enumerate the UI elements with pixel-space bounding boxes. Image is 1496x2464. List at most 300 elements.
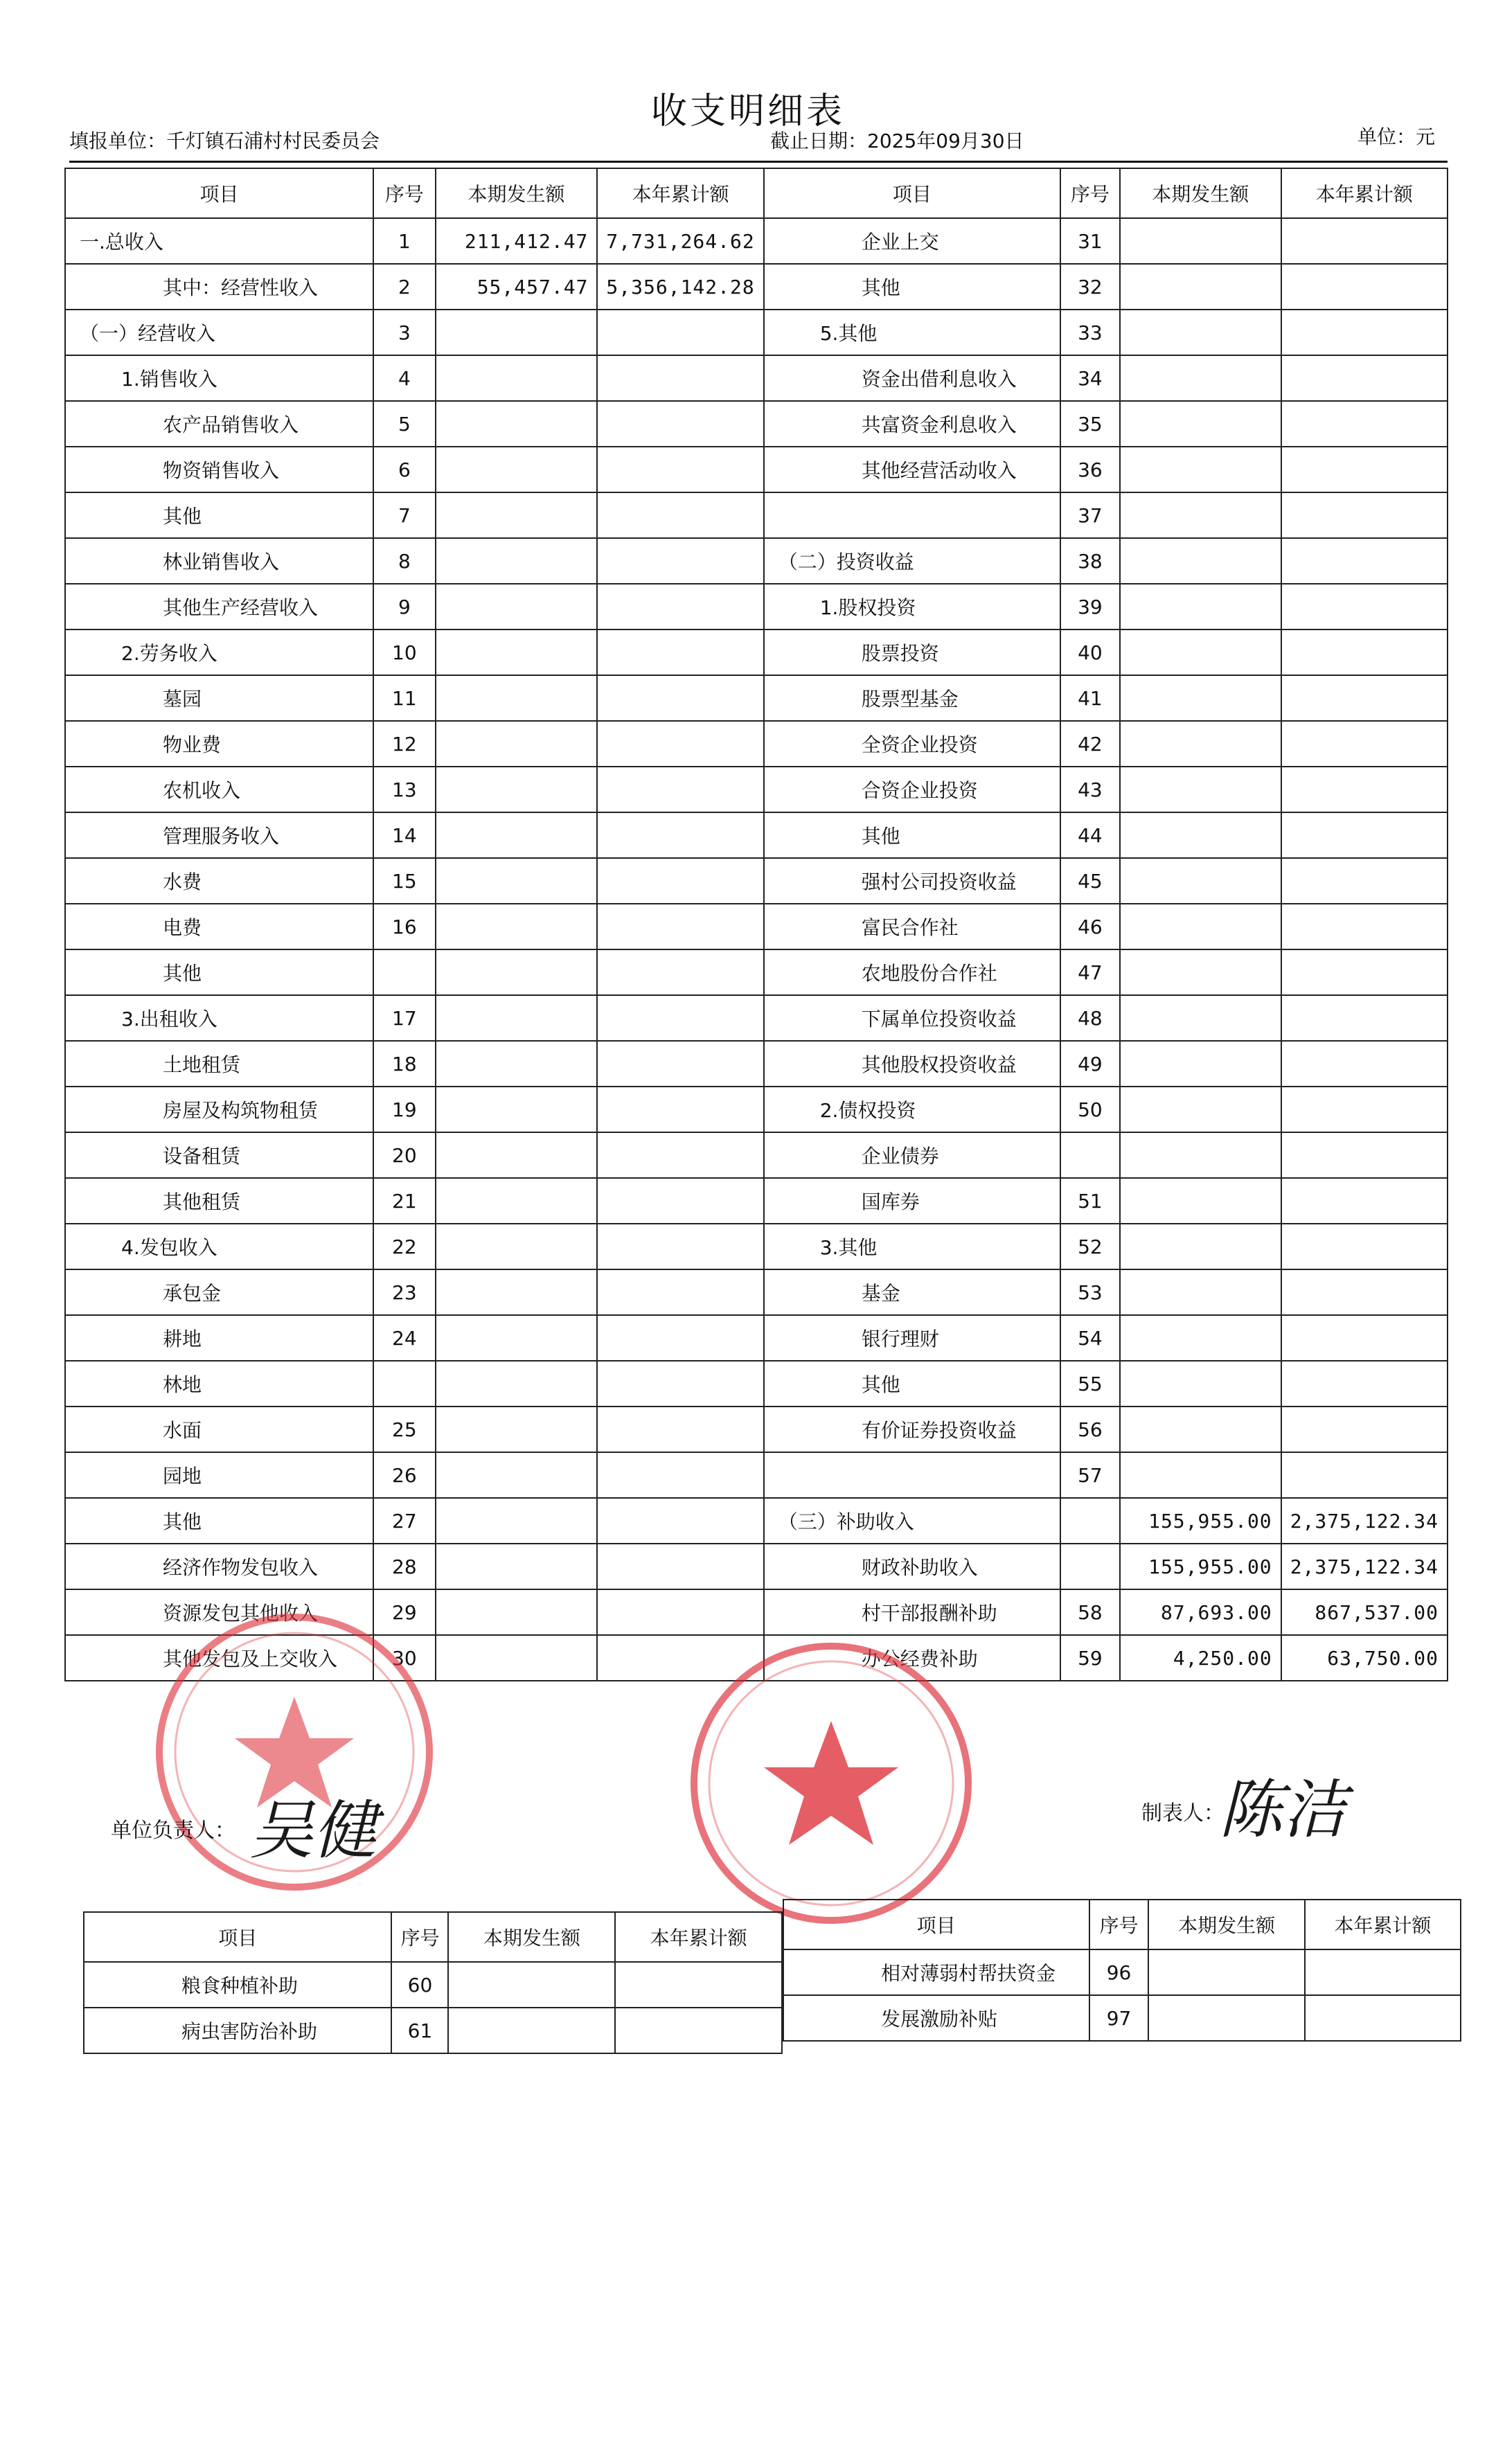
table-row	[65, 1361, 1448, 1407]
year-to-date-amount	[597, 1589, 763, 1635]
row-number: 97	[1089, 1995, 1149, 2041]
row-number: 39	[1060, 584, 1120, 630]
year-to-date-amount	[1281, 1407, 1448, 1452]
item-name: 其他	[764, 1361, 1060, 1407]
current-period-amount	[1120, 1452, 1281, 1498]
year-to-date-amount	[597, 1178, 763, 1224]
current-period-amount	[436, 1361, 598, 1407]
row-number: 29	[373, 1589, 435, 1635]
row-number: 8	[373, 538, 435, 584]
row-number	[1060, 1132, 1120, 1178]
current-period-amount	[436, 1635, 598, 1681]
current-period-amount	[436, 1224, 598, 1269]
year-to-date-amount	[1281, 721, 1448, 767]
table-row	[783, 1949, 1461, 1995]
current-period-amount	[1120, 675, 1281, 721]
current-period-amount	[436, 492, 598, 538]
row-number: 40	[1060, 630, 1120, 675]
year-to-date-amount: 867,537.00	[1281, 1589, 1448, 1635]
row-number: 33	[1060, 310, 1120, 355]
row-number: 22	[373, 1224, 435, 1269]
current-period-amount	[1120, 949, 1281, 995]
current-period-amount	[1120, 401, 1281, 447]
item-name: （一）经营收入	[65, 310, 373, 355]
current-period-amount	[436, 538, 598, 584]
year-to-date-amount	[597, 630, 763, 675]
item-name: 2.债权投资	[764, 1087, 1060, 1132]
row-number: 53	[1060, 1269, 1120, 1315]
item-name: 物业费	[65, 721, 373, 767]
row-number: 60	[391, 1962, 448, 2008]
current-period-amount	[1120, 584, 1281, 630]
year-to-date-amount: 2,375,122.34	[1281, 1544, 1448, 1589]
header-divider	[69, 161, 1448, 163]
item-name: 电费	[65, 904, 373, 949]
item-name: 农产品销售收入	[65, 401, 373, 447]
current-period-amount	[436, 355, 598, 401]
item-name: 其他	[764, 264, 1060, 310]
year-to-date-amount	[597, 1361, 763, 1407]
current-period-amount	[436, 447, 598, 492]
row-number: 28	[373, 1544, 435, 1589]
row-number: 52	[1060, 1224, 1120, 1269]
current-period-amount	[1120, 767, 1281, 812]
year-to-date-amount	[1281, 1361, 1448, 1407]
unit-head-label: 单位负责人：	[111, 1819, 235, 1843]
table-row	[65, 538, 1448, 584]
column-header: 项目	[65, 168, 373, 218]
year-to-date-amount	[597, 1544, 763, 1589]
item-name: 全资企业投资	[764, 721, 1060, 767]
row-number: 57	[1060, 1452, 1120, 1498]
current-period-amount	[436, 858, 598, 904]
column-header: 项目	[783, 1900, 1089, 1949]
year-to-date-amount	[597, 995, 763, 1041]
current-period-amount	[436, 767, 598, 812]
row-number: 42	[1060, 721, 1120, 767]
column-header: 本年累计额	[615, 1912, 782, 1962]
row-number	[373, 949, 435, 995]
current-period-amount	[1120, 355, 1281, 401]
row-number: 54	[1060, 1315, 1120, 1361]
row-number: 24	[373, 1315, 435, 1361]
current-period-amount	[1120, 1361, 1281, 1407]
current-period-amount	[436, 1544, 598, 1589]
item-name: 林业销售收入	[65, 538, 373, 584]
row-number: 61	[391, 2008, 448, 2053]
item-name: 一.总收入	[65, 218, 373, 264]
item-name: 园地	[65, 1452, 373, 1498]
current-period-amount	[1120, 721, 1281, 767]
item-name: 农机收入	[65, 767, 373, 812]
current-period-amount	[436, 1087, 598, 1132]
column-header: 本年累计额	[1305, 1900, 1461, 1949]
year-to-date-amount	[597, 721, 763, 767]
column-header: 本年累计额	[1281, 168, 1448, 218]
year-to-date-amount	[1281, 218, 1448, 264]
item-name: 4.发包收入	[65, 1224, 373, 1269]
year-to-date-amount	[597, 1224, 763, 1269]
item-name: 水费	[65, 858, 373, 904]
year-to-date-amount: 7,731,264.62	[597, 218, 763, 264]
row-number: 9	[373, 584, 435, 630]
row-number: 59	[1060, 1635, 1120, 1681]
row-number: 38	[1060, 538, 1120, 584]
row-number: 15	[373, 858, 435, 904]
current-period-amount	[1120, 1224, 1281, 1269]
item-name: 其他	[65, 1498, 373, 1544]
table-row	[65, 812, 1448, 858]
table-row	[65, 949, 1448, 995]
year-to-date-amount	[1281, 310, 1448, 355]
row-number: 51	[1060, 1178, 1120, 1224]
item-name: （二）投资收益	[764, 538, 1060, 584]
item-name: 5.其他	[764, 310, 1060, 355]
current-period-amount	[1120, 1178, 1281, 1224]
year-to-date-amount	[597, 904, 763, 949]
row-number: 47	[1060, 949, 1120, 995]
item-name: 1.股权投资	[764, 584, 1060, 630]
current-period-amount: 87,693.00	[1120, 1589, 1281, 1635]
year-to-date-amount	[1281, 1452, 1448, 1498]
current-period-amount	[448, 1962, 615, 2008]
row-number: 19	[373, 1087, 435, 1132]
table-row	[65, 630, 1448, 675]
row-number: 4	[373, 355, 435, 401]
row-number: 1	[373, 218, 435, 264]
current-period-amount	[1120, 538, 1281, 584]
year-to-date-amount	[1281, 1224, 1448, 1269]
current-period-amount	[436, 949, 598, 995]
current-period-amount	[1120, 1132, 1281, 1178]
current-period-amount	[436, 630, 598, 675]
table-row	[65, 1224, 1448, 1269]
row-number: 27	[373, 1498, 435, 1544]
item-name: 股票投资	[764, 630, 1060, 675]
current-period-amount	[1120, 1041, 1281, 1087]
year-to-date-amount	[597, 949, 763, 995]
current-period-amount	[436, 1041, 598, 1087]
item-name: 财政补助收入	[764, 1544, 1060, 1589]
row-number	[373, 1361, 435, 1407]
current-period-amount	[436, 1269, 598, 1315]
row-number: 11	[373, 675, 435, 721]
current-period-amount	[1120, 492, 1281, 538]
year-to-date-amount	[615, 1962, 782, 2008]
year-to-date-amount: 63,750.00	[1281, 1635, 1448, 1681]
item-name: 发展激励补贴	[783, 1995, 1089, 2041]
row-number: 16	[373, 904, 435, 949]
year-to-date-amount	[1281, 1315, 1448, 1361]
item-name: 有价证券投资收益	[764, 1407, 1060, 1452]
current-period-amount	[1120, 1269, 1281, 1315]
current-period-amount: 55,457.47	[436, 264, 598, 310]
item-name: 管理服务收入	[65, 812, 373, 858]
table-row	[783, 1995, 1461, 2041]
year-to-date-amount	[597, 1407, 763, 1452]
item-name: 墓园	[65, 675, 373, 721]
current-period-amount	[1120, 995, 1281, 1041]
row-number: 7	[373, 492, 435, 538]
row-number: 55	[1060, 1361, 1120, 1407]
table-header-row	[84, 1912, 782, 1962]
item-name	[764, 492, 1060, 538]
year-to-date-amount	[1281, 630, 1448, 675]
row-number: 6	[373, 447, 435, 492]
year-to-date-amount	[1281, 1041, 1448, 1087]
current-period-amount	[1120, 218, 1281, 264]
row-number: 96	[1089, 1949, 1149, 1995]
table-row	[65, 1407, 1448, 1452]
row-number: 21	[373, 1178, 435, 1224]
column-header: 本年累计额	[597, 168, 763, 218]
year-to-date-amount	[1281, 584, 1448, 630]
row-number: 31	[1060, 218, 1120, 264]
item-name: 其他	[764, 812, 1060, 858]
table-row	[65, 264, 1448, 310]
year-to-date-amount	[597, 1087, 763, 1132]
row-number: 14	[373, 812, 435, 858]
year-to-date-amount	[1281, 1087, 1448, 1132]
row-number: 30	[373, 1635, 435, 1681]
table-row	[65, 1315, 1448, 1361]
year-to-date-amount	[597, 1269, 763, 1315]
year-to-date-amount	[1281, 1269, 1448, 1315]
row-number: 12	[373, 721, 435, 767]
year-to-date-amount	[1281, 492, 1448, 538]
page-title: 收支明细表	[650, 91, 845, 132]
table-row	[65, 767, 1448, 812]
current-period-amount: 155,955.00	[1120, 1498, 1281, 1544]
table-row	[65, 401, 1448, 447]
current-period-amount	[436, 401, 598, 447]
row-number	[1060, 1498, 1120, 1544]
year-to-date-amount	[1281, 264, 1448, 310]
item-name: 其他	[65, 949, 373, 995]
table-row	[65, 1041, 1448, 1087]
year-to-date-amount	[1281, 904, 1448, 949]
row-number: 45	[1060, 858, 1120, 904]
table-row	[65, 584, 1448, 630]
year-to-date-amount	[597, 355, 763, 401]
current-period-amount	[1120, 904, 1281, 949]
item-name: 承包金	[65, 1269, 373, 1315]
row-number: 41	[1060, 675, 1120, 721]
table-row	[65, 675, 1448, 721]
current-period-amount	[448, 2008, 615, 2053]
row-number: 10	[373, 630, 435, 675]
current-period-amount: 211,412.47	[436, 218, 598, 264]
table-header-row	[65, 168, 1448, 218]
current-period-amount	[1120, 1087, 1281, 1132]
row-number: 25	[373, 1407, 435, 1452]
year-to-date-amount	[597, 1041, 763, 1087]
year-to-date-amount	[615, 2008, 782, 2053]
year-to-date-amount	[1281, 858, 1448, 904]
column-header: 项目	[84, 1912, 391, 1962]
current-period-amount	[436, 812, 598, 858]
item-name: 物资销售收入	[65, 447, 373, 492]
item-name: 经济作物发包收入	[65, 1544, 373, 1589]
year-to-date-amount	[1281, 767, 1448, 812]
reporting-unit: 填报单位：千灯镇石浦村村民委员会	[69, 130, 380, 152]
row-number: 17	[373, 995, 435, 1041]
year-to-date-amount	[1305, 1995, 1461, 2041]
item-name: 办公经费补助	[764, 1635, 1060, 1681]
column-header: 本期发生额	[1148, 1900, 1304, 1949]
current-period-amount	[436, 1407, 598, 1452]
subsidy-table-right	[783, 1899, 1461, 2042]
item-name: 其他股权投资收益	[764, 1041, 1060, 1087]
item-name: 强村公司投资收益	[764, 858, 1060, 904]
table-row	[65, 1269, 1448, 1315]
item-name	[764, 1452, 1060, 1498]
item-name: 下属单位投资收益	[764, 995, 1060, 1041]
table-row	[65, 995, 1448, 1041]
row-number: 36	[1060, 447, 1120, 492]
year-to-date-amount	[597, 492, 763, 538]
item-name: 3.其他	[764, 1224, 1060, 1269]
row-number: 49	[1060, 1041, 1120, 1087]
item-name: 病虫害防治补助	[84, 2008, 391, 2053]
item-name: 粮食种植补助	[84, 1962, 391, 2008]
table-row	[65, 1544, 1448, 1589]
year-to-date-amount: 2,375,122.34	[1281, 1498, 1448, 1544]
current-period-amount	[436, 1589, 598, 1635]
current-period-amount	[1120, 1407, 1281, 1452]
year-to-date-amount	[597, 401, 763, 447]
year-to-date-amount	[597, 1132, 763, 1178]
subsidy-table-left	[83, 1911, 783, 2054]
row-number: 46	[1060, 904, 1120, 949]
table-row	[84, 1962, 782, 2008]
table-row	[65, 721, 1448, 767]
item-name: 农地股份合作社	[764, 949, 1060, 995]
income-detail-table	[64, 168, 1448, 1681]
item-name: 企业债券	[764, 1132, 1060, 1178]
table-row	[65, 1452, 1448, 1498]
row-number: 44	[1060, 812, 1120, 858]
item-name: 房屋及构筑物租赁	[65, 1087, 373, 1132]
current-period-amount	[436, 675, 598, 721]
table-row	[65, 447, 1448, 492]
current-period-amount	[436, 1132, 598, 1178]
column-header: 项目	[764, 168, 1060, 218]
current-period-amount	[436, 721, 598, 767]
current-period-amount	[436, 584, 598, 630]
table-row	[65, 858, 1448, 904]
column-header: 序号	[391, 1912, 448, 1962]
table-row	[65, 492, 1448, 538]
row-number: 20	[373, 1132, 435, 1178]
item-name: 共富资金利息收入	[764, 401, 1060, 447]
column-header: 序号	[1089, 1900, 1149, 1949]
current-period-amount	[1120, 812, 1281, 858]
year-to-date-amount	[597, 1452, 763, 1498]
row-number: 37	[1060, 492, 1120, 538]
year-to-date-amount	[597, 584, 763, 630]
column-header: 序号	[373, 168, 435, 218]
item-name: 土地租赁	[65, 1041, 373, 1087]
row-number: 3	[373, 310, 435, 355]
row-number: 2	[373, 264, 435, 310]
preparer-signature: 陈洁	[1219, 1773, 1347, 1847]
currency-unit: 单位：元	[1357, 125, 1436, 148]
item-name: 其他经营活动收入	[764, 447, 1060, 492]
item-name: 水面	[65, 1407, 373, 1452]
current-period-amount	[436, 1452, 598, 1498]
table-row	[65, 904, 1448, 949]
item-name: 合资企业投资	[764, 767, 1060, 812]
current-period-amount	[1120, 447, 1281, 492]
table-row	[84, 2008, 782, 2053]
item-name: 资源发包其他收入	[65, 1589, 373, 1635]
finance-supervision-seal-stamp	[682, 1634, 980, 1932]
current-period-amount	[1120, 264, 1281, 310]
row-number: 26	[373, 1452, 435, 1498]
current-period-amount: 155,955.00	[1120, 1544, 1281, 1589]
table-row	[65, 355, 1448, 401]
year-to-date-amount	[1281, 401, 1448, 447]
year-to-date-amount	[1281, 812, 1448, 858]
year-to-date-amount	[1305, 1949, 1461, 1995]
row-number: 23	[373, 1269, 435, 1315]
current-period-amount	[1120, 310, 1281, 355]
row-number: 5	[373, 401, 435, 447]
item-name: 富民合作社	[764, 904, 1060, 949]
year-to-date-amount	[597, 675, 763, 721]
item-name: 其他生产经营收入	[65, 584, 373, 630]
column-header: 本期发生额	[436, 168, 598, 218]
row-number: 18	[373, 1041, 435, 1087]
year-to-date-amount	[597, 1498, 763, 1544]
item-name: （三）补助收入	[764, 1498, 1060, 1544]
item-name: 国库券	[764, 1178, 1060, 1224]
current-period-amount	[436, 995, 598, 1041]
item-name: 2.劳务收入	[65, 630, 373, 675]
item-name: 其他	[65, 492, 373, 538]
row-number: 56	[1060, 1407, 1120, 1452]
item-name: 企业上交	[764, 218, 1060, 264]
row-number: 13	[373, 767, 435, 812]
year-to-date-amount	[597, 858, 763, 904]
year-to-date-amount	[1281, 538, 1448, 584]
current-period-amount	[1148, 1995, 1304, 2041]
year-to-date-amount	[1281, 447, 1448, 492]
column-header: 本期发生额	[448, 1912, 615, 1962]
year-to-date-amount	[1281, 949, 1448, 995]
current-period-amount	[1120, 1315, 1281, 1361]
item-name: 其中：经营性收入	[65, 264, 373, 310]
current-period-amount	[1120, 858, 1281, 904]
item-name: 相对薄弱村帮扶资金	[783, 1949, 1089, 1995]
row-number: 32	[1060, 264, 1120, 310]
item-name: 资金出借利息收入	[764, 355, 1060, 401]
year-to-date-amount	[1281, 995, 1448, 1041]
item-name: 村干部报酬补助	[764, 1589, 1060, 1635]
item-name: 设备租赁	[65, 1132, 373, 1178]
column-header: 本期发生额	[1120, 168, 1281, 218]
table-header-row	[783, 1900, 1461, 1949]
current-period-amount	[436, 1498, 598, 1544]
item-name: 股票型基金	[764, 675, 1060, 721]
row-number	[1060, 1544, 1120, 1589]
preparer-label: 制表人：	[1141, 1801, 1225, 1825]
year-to-date-amount	[1281, 355, 1448, 401]
row-number: 50	[1060, 1087, 1120, 1132]
year-to-date-amount	[1281, 1178, 1448, 1224]
item-name: 1.销售收入	[65, 355, 373, 401]
